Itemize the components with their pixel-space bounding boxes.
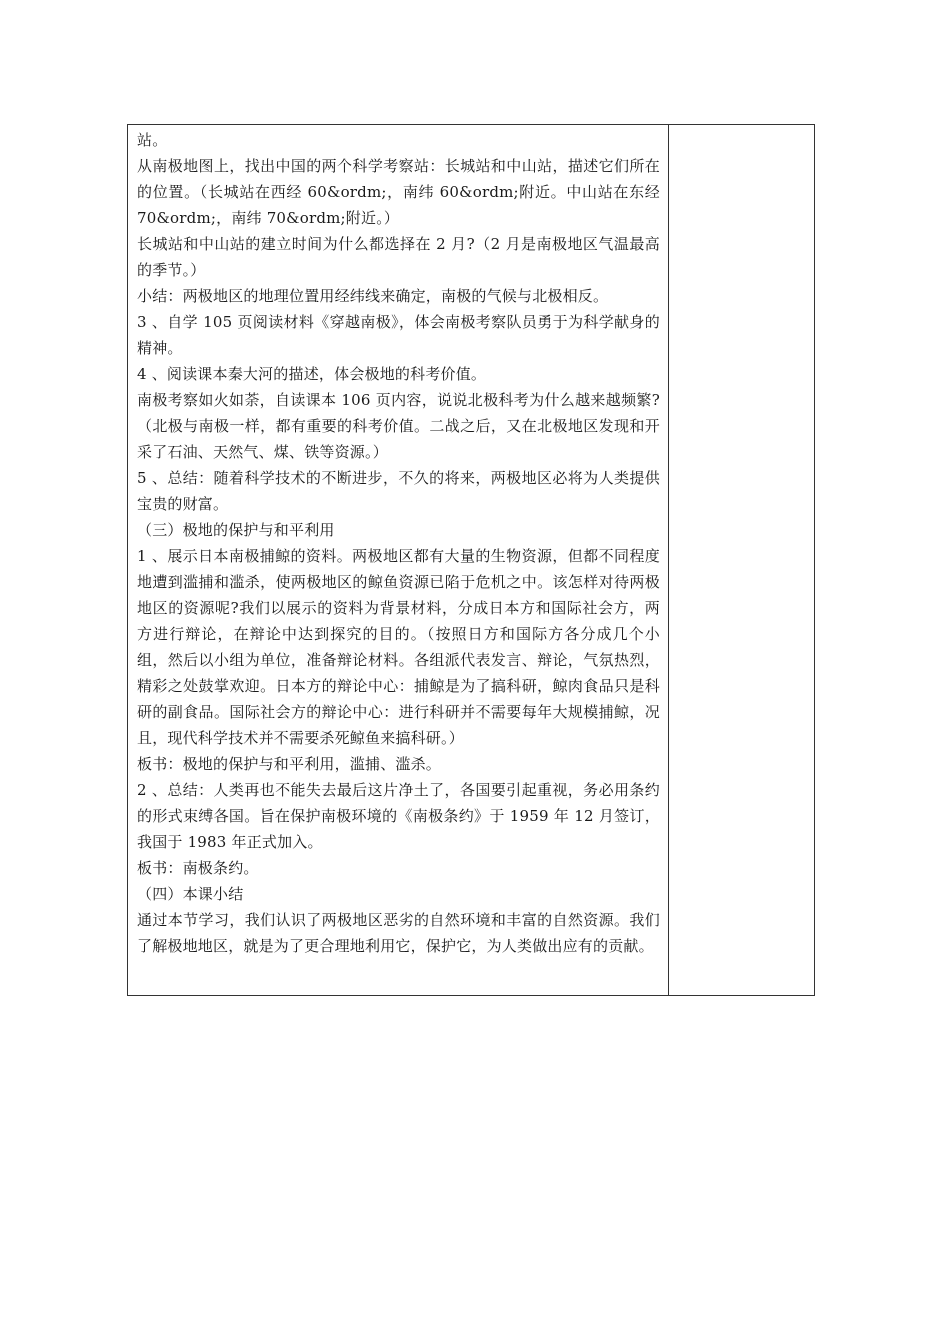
section-heading: （三）极地的保护与和平利用: [137, 521, 335, 539]
paragraph: 5 、总结：随着科学技术的不断进步，不久的将来，两极地区必将为人类提供宝贵的财富。: [137, 469, 660, 513]
paragraph: 站。: [137, 131, 168, 149]
paragraph: 南极考察如火如荼，自读课本 106 页内容，说说北极科考为什么越来越频繁?（北极与南极一样，都有重要的科考价值。二战之后，又在北极地区发现和开采了石油、天然气、煤、铁等资源。）: [137, 391, 660, 461]
notes-cell: [669, 125, 814, 995]
board-note: 板书：极地的保护与和平利用，滥捕、滥杀。: [137, 755, 442, 773]
paragraph: 小结：两极地区的地理位置用经纬线来确定，南极的气候与北极相反。: [137, 287, 609, 305]
paragraph: 从南极地图上，找出中国的两个科学考察站：长城站和中山站，描述它们所在的位置。（长城站在西经 60&ordm;，南纬 60&ordm;附近。中山站在东经 70&ordm;，南纬 70&ordm;附近。）: [137, 157, 660, 227]
paragraph: 3 、自学 105 页阅读材料《穿越南极》，体会南极考察队员勇于为科学献身的精神。: [137, 313, 660, 357]
section-heading: （四）本课小结: [137, 885, 244, 903]
board-note: 板书：南极条约。: [137, 859, 259, 877]
paragraph: 2 、总结：人类再也不能失去最后这片净土了，各国要引起重视，务必用条约的形式束缚各国。旨在保护南极环境的《南极条约》于 1959 年 12 月签订，我国于 1983 年正式加入。: [137, 781, 660, 851]
paragraph: 通过本节学习，我们认识了两极地区恶劣的自然环境和丰富的自然资源。我们了解极地地区，就是为了更合理地利用它，保护它，为人类做出应有的贡献。: [137, 911, 660, 955]
lesson-content-cell: [128, 125, 669, 995]
lesson-table: [127, 124, 815, 996]
paragraph: 长城站和中山站的建立时间为什么都选择在 2 月?（2 月是南极地区气温最高的季节。）: [137, 235, 660, 279]
paragraph: 4 、阅读课本秦大河的描述，体会极地的科考价值。: [137, 365, 487, 383]
paragraph: 1 、展示日本南极捕鲸的资料。两极地区都有大量的生物资源，但都不同程度地遭到滥捕和滥杀，使两极地区的鲸鱼资源已陷于危机之中。该怎样对待两极地区的资源呢?我们以展示的资料为背景材料，分成日本方和国际社会方，两方进行辩论，在辩论中达到探究的目的。（按照日方和国际方各分成几个小组，然后以小组为单位，准备辩论材料。各组派代表发言、辩论，气氛热烈，精彩之处鼓掌欢迎。日本方的辩论中心：捕鲸是为了搞科研，鲸肉食品只是科研的副食品。国际社会方的辩论中心：进行科研并不需要每年大规模捕鲸，况且，现代科学技术并不需要杀死鲸鱼来搞科研。）: [137, 547, 660, 747]
